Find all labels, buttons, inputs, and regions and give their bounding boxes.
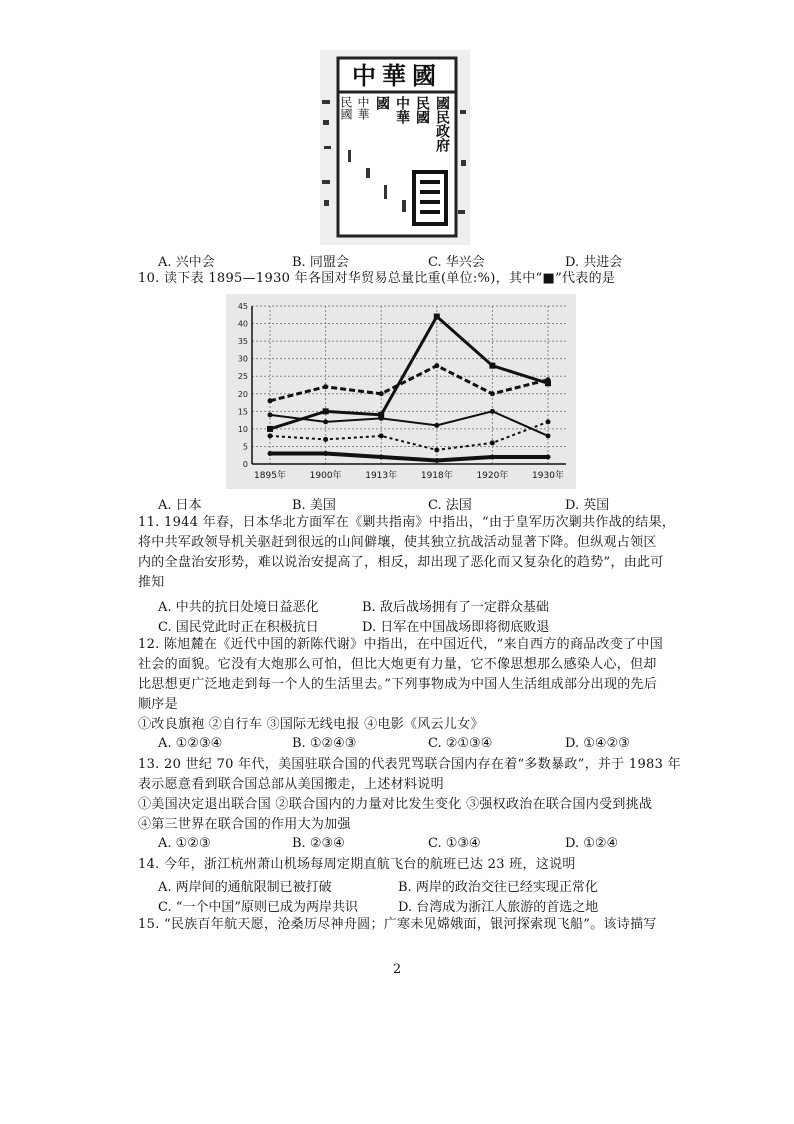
q10-stem-text: 10. 读下表 1895—1930 年各国对华贸易总量比重(单位:%)，其中“ — [138, 271, 543, 286]
poster-columns — [339, 96, 452, 226]
q13-option-d: D. ①②④ — [565, 836, 619, 851]
data-point — [546, 433, 551, 438]
q9-option-c: C. 华兴会 — [428, 255, 485, 270]
x-tick-label: 1895年 — [254, 471, 286, 481]
q12-option-c: C. ②①③④ — [428, 736, 493, 751]
data-point — [434, 447, 439, 452]
data-point — [268, 433, 273, 438]
q12-line: 社会的面貌。它没有大炮那么可怕，但比大炮更有力量，它不像思想那么感染人心，但却 — [138, 657, 657, 672]
q15-line: 15. “民族百年航天愿，沧桑历尽神舟圆；广寒未见嫦娥面，银河探索现飞船”。该诗描写 — [138, 917, 657, 932]
data-point — [323, 419, 328, 424]
data-point — [323, 451, 328, 456]
q9-option-a: A. 兴中会 — [158, 255, 215, 270]
data-point — [267, 426, 273, 432]
q12-option-a: A. ①②③④ — [158, 736, 223, 751]
x-tick-label: 1900年 — [309, 471, 342, 481]
data-point — [323, 384, 328, 389]
data-point — [379, 454, 384, 459]
q12-option-d: D. ①④②③ — [565, 736, 630, 751]
data-point — [323, 408, 329, 414]
q10-option-b: B. 美国 — [292, 498, 336, 513]
q12-option-b: B. ①②④③ — [292, 736, 357, 751]
q10-option-d: D. 英国 — [565, 498, 610, 513]
q12-line: 12. 陈旭麓在《近代中国的新陈代谢》中指出，在中国近代，“来自西方的商品改变了中国 — [138, 637, 664, 652]
x-tick-label: 1913年 — [365, 471, 398, 481]
q11-option-a: A. 中共的抗日处境日益恶化 — [158, 600, 319, 615]
q10-stem-symbol: ■ — [542, 271, 556, 286]
data-point — [434, 363, 439, 368]
poster-column: 民國 — [414, 96, 430, 124]
y-tick-label: 45 — [237, 302, 248, 311]
data-point — [546, 419, 551, 424]
q11-line: 内的全盘治安形势，难以说治安提高了，相反，却出现了恶化而又复杂化的趋势”，由此可 — [138, 555, 664, 570]
q13-option-a: A. ①②③ — [158, 836, 211, 851]
data-point — [268, 412, 273, 417]
poster-column: 中華 — [356, 96, 370, 120]
data-point — [379, 416, 384, 421]
data-point — [546, 377, 551, 382]
q10-stem — [138, 270, 674, 288]
y-tick-label: 20 — [237, 389, 248, 399]
q9-option-b: B. 同盟会 — [292, 255, 349, 270]
data-point — [490, 440, 495, 445]
chart-svg — [226, 294, 576, 489]
q13-line: 13. 20 世纪 70 年代，美国驻联合国的代表咒骂联合国内存在着“多数暴政”，并于 1983 年 — [138, 757, 681, 772]
q11-option-d: D. 日军在中国战场即将彻底败退 — [362, 620, 550, 635]
q14-option-a: A. 两岸间的通航限制已被打破 — [158, 880, 332, 895]
data-point — [489, 363, 495, 369]
q14-line: 14. 今年，浙江杭州萧山机场每周定期直航飞台的航班已达 23 班，这说明 — [138, 857, 576, 872]
q10-option-a: A. 日本 — [158, 498, 202, 513]
poster-headline: 中華國 — [352, 61, 442, 90]
q14-option-c: C. “一个中国”原则已成为两岸共识 — [158, 900, 359, 915]
q10-option-c: C. 法国 — [428, 498, 472, 513]
q12-line: 顺序是 — [138, 697, 178, 712]
y-tick-label: 35 — [237, 337, 248, 347]
q11-option-b: B. 敌后战场拥有了一定群众基础 — [362, 600, 549, 615]
q14-option-d: D. 台湾成为浙江人旅游的首选之地 — [398, 900, 599, 915]
q13-line: 表示愿意看到联合国总部从美国搬走，上述材料说明 — [138, 777, 444, 792]
x-tick-label: 1920年 — [476, 471, 509, 481]
poster-column: 中華 — [394, 96, 410, 124]
data-point — [546, 454, 551, 459]
q14-option-b: B. 两岸的政治交往已经实现正常化 — [398, 880, 598, 895]
q12-items: ①改良旗袍 ②自行车 ③国际无线电报 ④电影《风云儿女》 — [138, 717, 484, 732]
poster-column: 國民政府 — [434, 96, 450, 152]
q13-option-b: B. ②③④ — [292, 836, 345, 851]
q13-items: ④第三世界在联合国的作用大为加强 — [138, 817, 351, 832]
q11-line: 推知 — [138, 575, 165, 590]
data-point — [379, 391, 384, 396]
y-tick-label: 40 — [237, 319, 248, 329]
q13-items: ①美国决定退出联合国 ②联合国内的力量对比发生变化 ③强权政治在联合国内受到挑战 — [138, 797, 653, 812]
data-point — [379, 433, 384, 438]
x-tick-label: 1918年 — [420, 471, 453, 481]
q9-option-d: D. 共进会 — [565, 255, 623, 270]
data-point — [323, 437, 328, 442]
data-point — [268, 451, 273, 456]
data-point — [490, 409, 495, 414]
data-point — [434, 423, 439, 428]
x-tick-label: 1930年 — [532, 471, 564, 481]
y-tick-label: 10 — [237, 424, 248, 434]
q12-line: 比思想更广泛地走到每一个人的生活里去。”下列事物成为中国人生活组成部分出现的先后 — [138, 677, 658, 692]
y-tick-label: 15 — [237, 407, 248, 417]
data-point — [490, 391, 495, 396]
y-tick-label: 0 — [242, 460, 248, 469]
trade-share-chart — [226, 294, 576, 489]
page-number: 2 — [392, 962, 402, 977]
data-point — [268, 398, 273, 403]
data-point — [434, 314, 440, 320]
q13-option-c: C. ①③④ — [428, 836, 481, 851]
y-tick-label: 25 — [237, 372, 248, 382]
poster-column: 民國 — [339, 96, 353, 120]
data-point — [434, 458, 439, 463]
q10-stem-tail: ”代表的是 — [555, 271, 616, 286]
y-tick-label: 5 — [242, 442, 248, 452]
q11-line: 11. 1944 年春，日本华北方面军在《剿共指南》中指出，“由于皇军历次剿共作战的结果， — [138, 515, 676, 530]
q11-line: 将中共军政领导机关驱赶到很远的山间僻壤，使其独立抗战活动显著下降。但纵观占领区 — [138, 535, 657, 550]
q11-option-c: C. 国民党此时正在积极抗日 — [158, 620, 319, 635]
data-point — [490, 454, 495, 459]
poster-column: 國 — [374, 96, 390, 110]
y-tick-label: 30 — [237, 354, 248, 364]
poster-image — [320, 50, 470, 245]
